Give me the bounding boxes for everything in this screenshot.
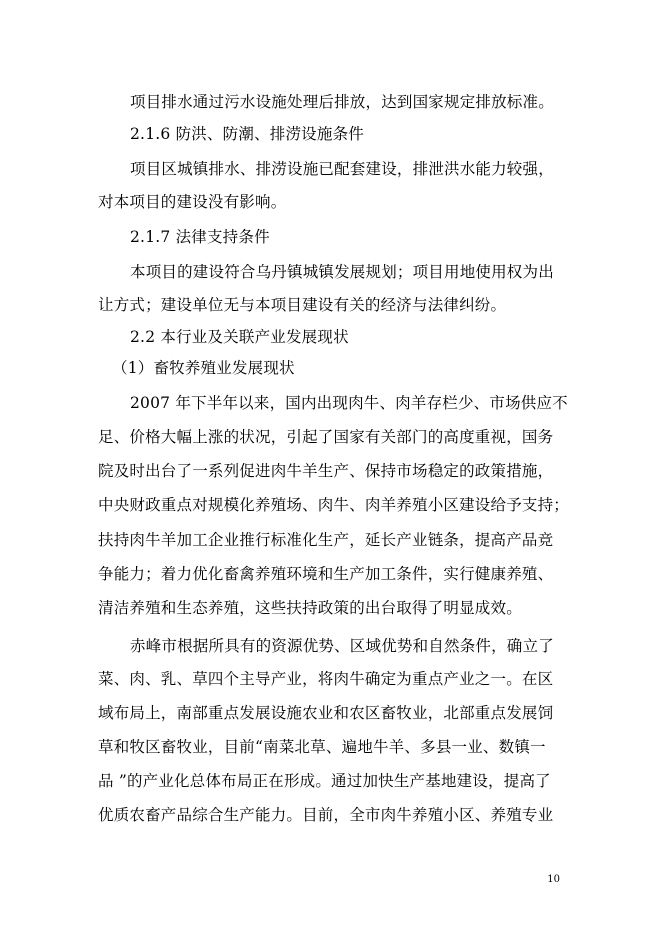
paragraph-line: 2007 年下半年以来，国内出现肉牛、肉羊存栏少、市场供应不: [130, 394, 568, 412]
paragraph-line: 争能力；着力优化畜禽养殖环境和生产加工条件，实行健康养殖、: [98, 565, 554, 583]
paragraph-line: 清洁养殖和生态养殖，这些扶持政策的出台取得了明显成效。: [98, 599, 522, 617]
paragraph-line: 品 ”的产业化总体布局正在形成。通过加快生产基地建设，提高了: [98, 772, 551, 790]
paragraph-line: 对本项目的建设没有影响。: [98, 193, 287, 211]
paragraph-line: 院及时出台了一系列促进肉牛羊生产、保持市场稳定的政策措施，: [98, 462, 554, 480]
subsection-heading: （1）畜牧养殖业发展现状: [112, 359, 295, 377]
paragraph-line: 让方式；建设单位无与本项目建设有关的经济与法律纠纷。: [98, 296, 507, 314]
paragraph-line: 域布局上，南部重点发展设施农业和农区畜牧业，北部重点发展饲: [98, 704, 554, 722]
paragraph-line: 草和牧区畜牧业，目前“南菜北草、遍地牛羊、多县一业、数镇一: [98, 738, 546, 756]
paragraph-line: 本项目的建设符合乌丹镇城镇发展规划；项目用地使用权为出: [130, 263, 554, 281]
paragraph-line: 菜、肉、乳、草四个主导产业，将肉牛确定为重点产业之一。在区: [98, 670, 554, 688]
page-number: 10: [547, 874, 560, 885]
paragraph-line: 项目区城镇排水、排涝设施已配套建设，排泄洪水能力较强，: [130, 160, 554, 178]
paragraph-line: 中央财政重点对规模化养殖场、肉牛、肉羊养殖小区建设给予支持；: [98, 496, 570, 514]
paragraph-line: 足、价格大幅上涨的状况，引起了国家有关部门的高度重视，国务: [98, 428, 554, 446]
section-heading: 2.1.7 法律支持条件: [130, 228, 270, 246]
paragraph-line: 扶持肉牛羊加工企业推行标准化生产，延长产业链条，提高产品竞: [98, 531, 554, 549]
paragraph-line: 项目排水通过污水设施处理后排放，达到国家规定排放标准。: [130, 93, 554, 111]
paragraph-line: 赤峰市根据所具有的资源优势、区域优势和自然条件，确立了: [130, 637, 554, 655]
paragraph-line: 优质农畜产品综合生产能力。目前，全市肉牛养殖小区、养殖专业: [98, 806, 554, 824]
section-heading: 2.1.6 防洪、防潮、排涝设施条件: [130, 125, 364, 143]
section-heading: 2.2 本行业及关联产业发展现状: [130, 328, 349, 346]
